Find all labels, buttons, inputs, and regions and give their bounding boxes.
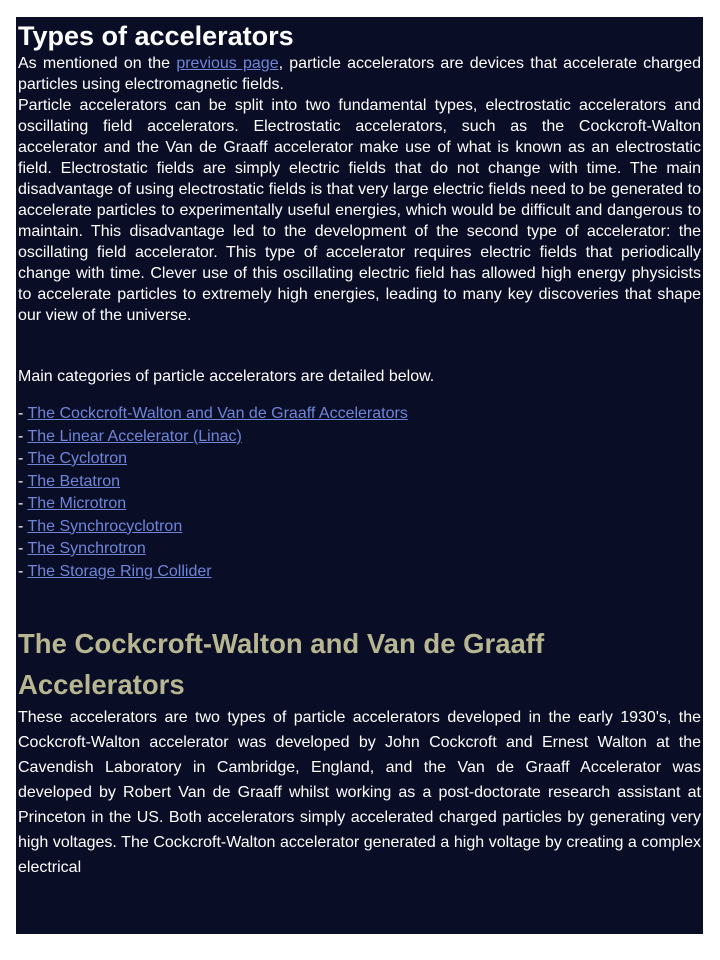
- list-item: [18, 493, 701, 516]
- category-link-cockcroft-walton[interactable]: The Cockcroft-Walton and Van de Graaff Accelerators: [27, 405, 408, 422]
- section-paragraph: These accelerators are two types of particle accelerators developed in the early 1930's, the Cockcroft-Walton accelerator was developed by John Cockcroft and Ernest Walton at the Cavendish Laboratory in Cambridge, England, and the Van de Graaff Accelerator was developed by Robert Van de Graaff whilst working as a post-doctorate research assistant at Princeton in the US. Both accelerators simply accelerated charged particles by generating very high voltages. The Cockcroft-Walton accelerator generated a high voltage by creating a complex electrical: [18, 709, 701, 876]
- category-link-cyclotron[interactable]: The Cyclotron: [27, 450, 128, 467]
- list-item: [18, 426, 701, 449]
- list-bullet: -: [18, 540, 28, 557]
- list-item: [18, 561, 701, 584]
- category-link-linac[interactable]: The Linear Accelerator (Linac): [27, 427, 242, 445]
- list-item: [18, 516, 701, 539]
- list-bullet: -: [18, 517, 28, 535]
- list-bullet: -: [18, 405, 28, 422]
- list-item: [18, 448, 701, 471]
- list-bullet: -: [18, 562, 28, 580]
- list-item: [18, 538, 701, 561]
- intro-text-after: , particle accelerators are devices that accelerate charged particles using electromagnetic fields.: [18, 55, 702, 93]
- previous-page-link[interactable]: previous page: [176, 55, 279, 72]
- list-item: [18, 471, 701, 494]
- list-bullet: -: [18, 427, 28, 445]
- categories-intro: Main categories of particle accelerators are detailed below.: [18, 368, 435, 385]
- category-link-microtron[interactable]: The Microtron: [27, 495, 127, 512]
- intro-text-before: As mentioned on the: [18, 55, 177, 72]
- list-bullet: -: [18, 450, 28, 467]
- categories-list: [18, 403, 701, 583]
- category-link-storage-ring-collider[interactable]: The Storage Ring Collider: [27, 562, 212, 580]
- category-link-synchrotron[interactable]: The Synchrotron: [27, 540, 146, 557]
- list-bullet: -: [18, 495, 28, 512]
- spacer: [18, 326, 701, 347]
- page-title: Types of accelerators: [18, 21, 294, 51]
- types-paragraph: Particle accelerators can be split into two fundamental types, electrostatic accelerators and oscillating field accelerators. Electrostatic accelerators, such as the Cockcroft-Walton accelerator and the Van de Graaff accelerator make use of what is known as an electrostatic field. Electrostatic fields are simply electric fields that do not change with time. The main disadvantage of using electrostatic fields is that very large electric fields need to be generated to accelerate particles to experimentally useful energies, which would be difficult and dangerous to maintain. This disadvantage led to the development of the second type of accelerator: the oscillating field accelerator. This type of accelerator requires electric fields that periodically change with time. Clever use of this oscillating electric field has allowed high energy physicists to accelerate particles to extremely high energies, leading to many key discoveries that shape our view of the universe.: [18, 97, 701, 324]
- list-bullet: -: [18, 472, 28, 490]
- article: [16, 17, 703, 880]
- category-link-betatron[interactable]: The Betatron: [27, 472, 120, 490]
- list-item: [18, 403, 701, 426]
- content-panel: [16, 17, 703, 934]
- intro-paragraph: [18, 53, 701, 95]
- category-link-synchrocyclotron[interactable]: The Synchrocyclotron: [27, 517, 183, 535]
- section-heading: The Cockcroft-Walton and Van de Graaff Accelerators: [18, 628, 545, 700]
